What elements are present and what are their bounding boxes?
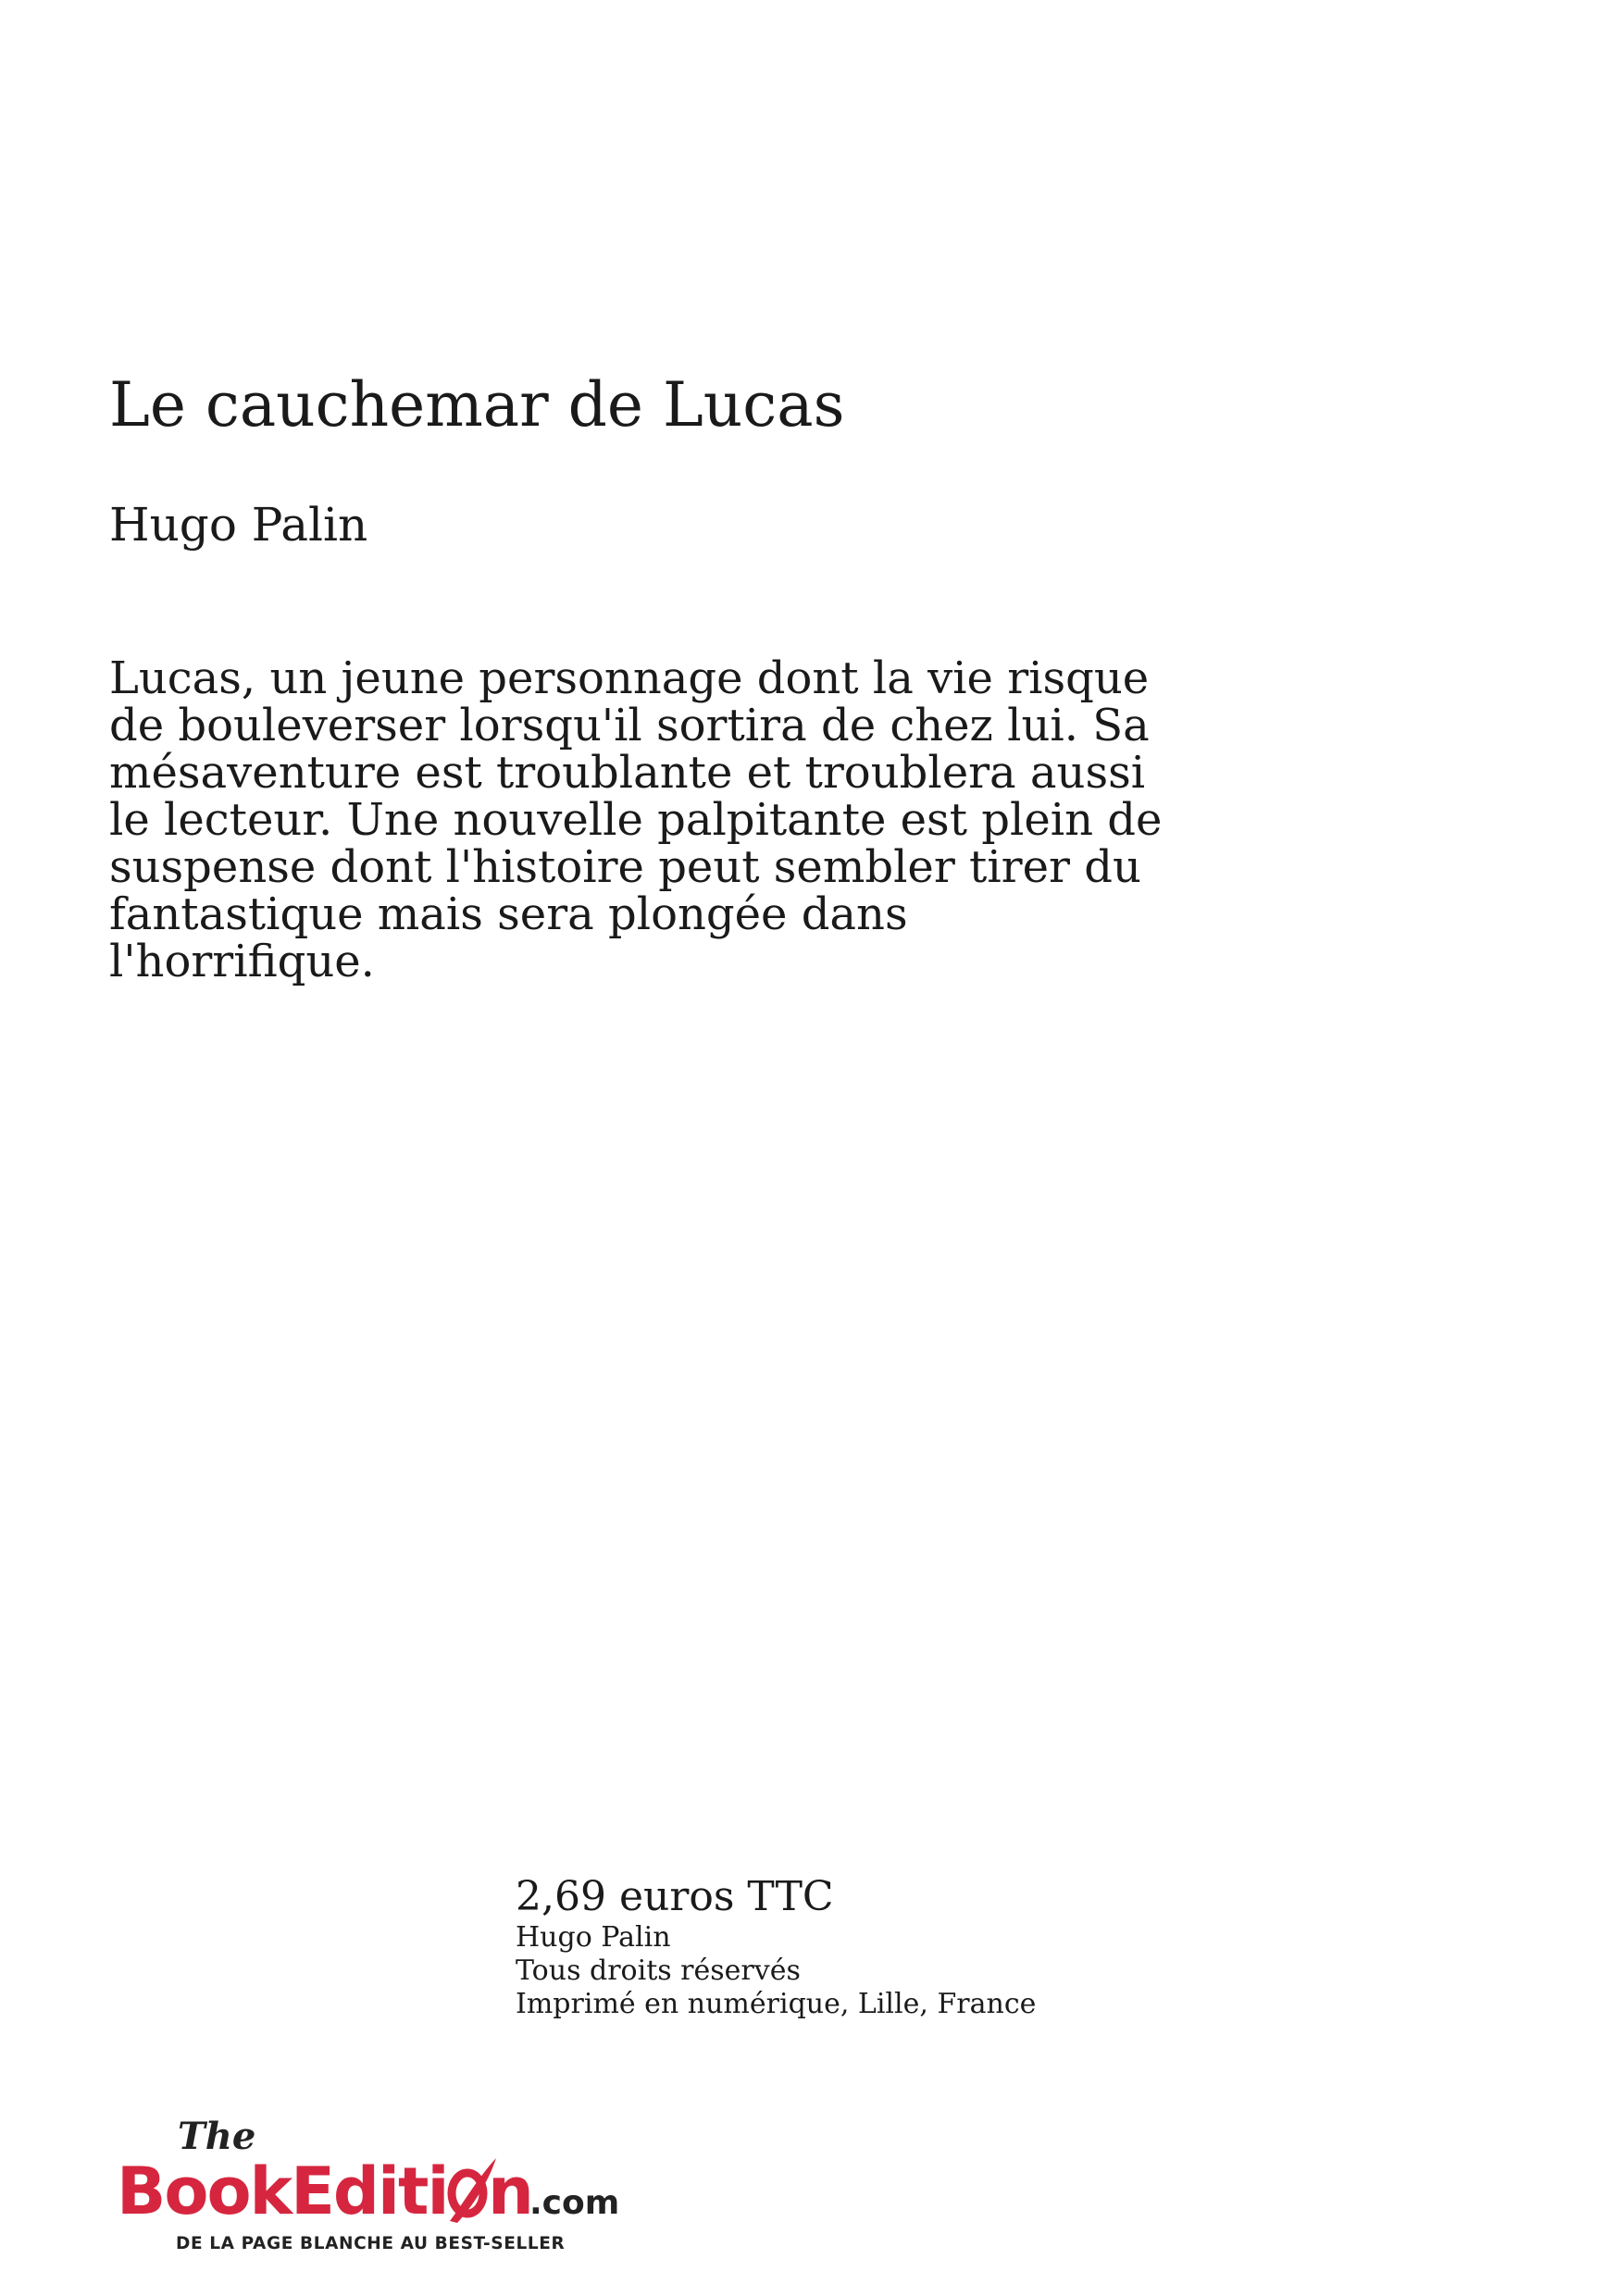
summary-line: Lucas, un jeune personnage dont la vie risque bbox=[109, 652, 1150, 704]
summary-line: le lecteur. Une nouvelle palpitante est plein de bbox=[109, 794, 1163, 846]
book-author: Hugo Palin bbox=[109, 498, 368, 552]
colophon bbox=[516, 1874, 1036, 2021]
summary-line: fantastique mais sera plongée dans bbox=[109, 888, 908, 940]
summary-line: suspense dont l'histoire peut sembler tirer du bbox=[109, 841, 1141, 893]
logo-name-part1: BookEditi bbox=[117, 2153, 448, 2229]
logo-tagline: DE LA PAGE BLANCHE AU BEST-SELLER bbox=[176, 2234, 566, 2253]
rights-notice: Tous droits réservés bbox=[516, 1954, 801, 1987]
summary-line: mésaventure est troublante et troublera aussi bbox=[109, 747, 1146, 799]
publisher-logo bbox=[115, 2110, 661, 2258]
summary-line: de bouleverser lorsqu'il sortira de chez lui. Sa bbox=[109, 700, 1150, 751]
printing-notice: Imprimé en numérique, Lille, France bbox=[516, 1987, 1037, 2020]
summary-line: l'horrifique. bbox=[109, 936, 375, 987]
logo-the: The bbox=[178, 2115, 256, 2158]
price: 2,69 euros TTC bbox=[516, 1873, 834, 1920]
colophon-author: Hugo Palin bbox=[516, 1920, 671, 1954]
book-summary bbox=[109, 652, 1257, 987]
book-title: Le cauchemar de Lucas bbox=[109, 369, 845, 441]
logo-domain: .com bbox=[529, 2184, 620, 2222]
logo-name-part2: n bbox=[488, 2153, 534, 2229]
